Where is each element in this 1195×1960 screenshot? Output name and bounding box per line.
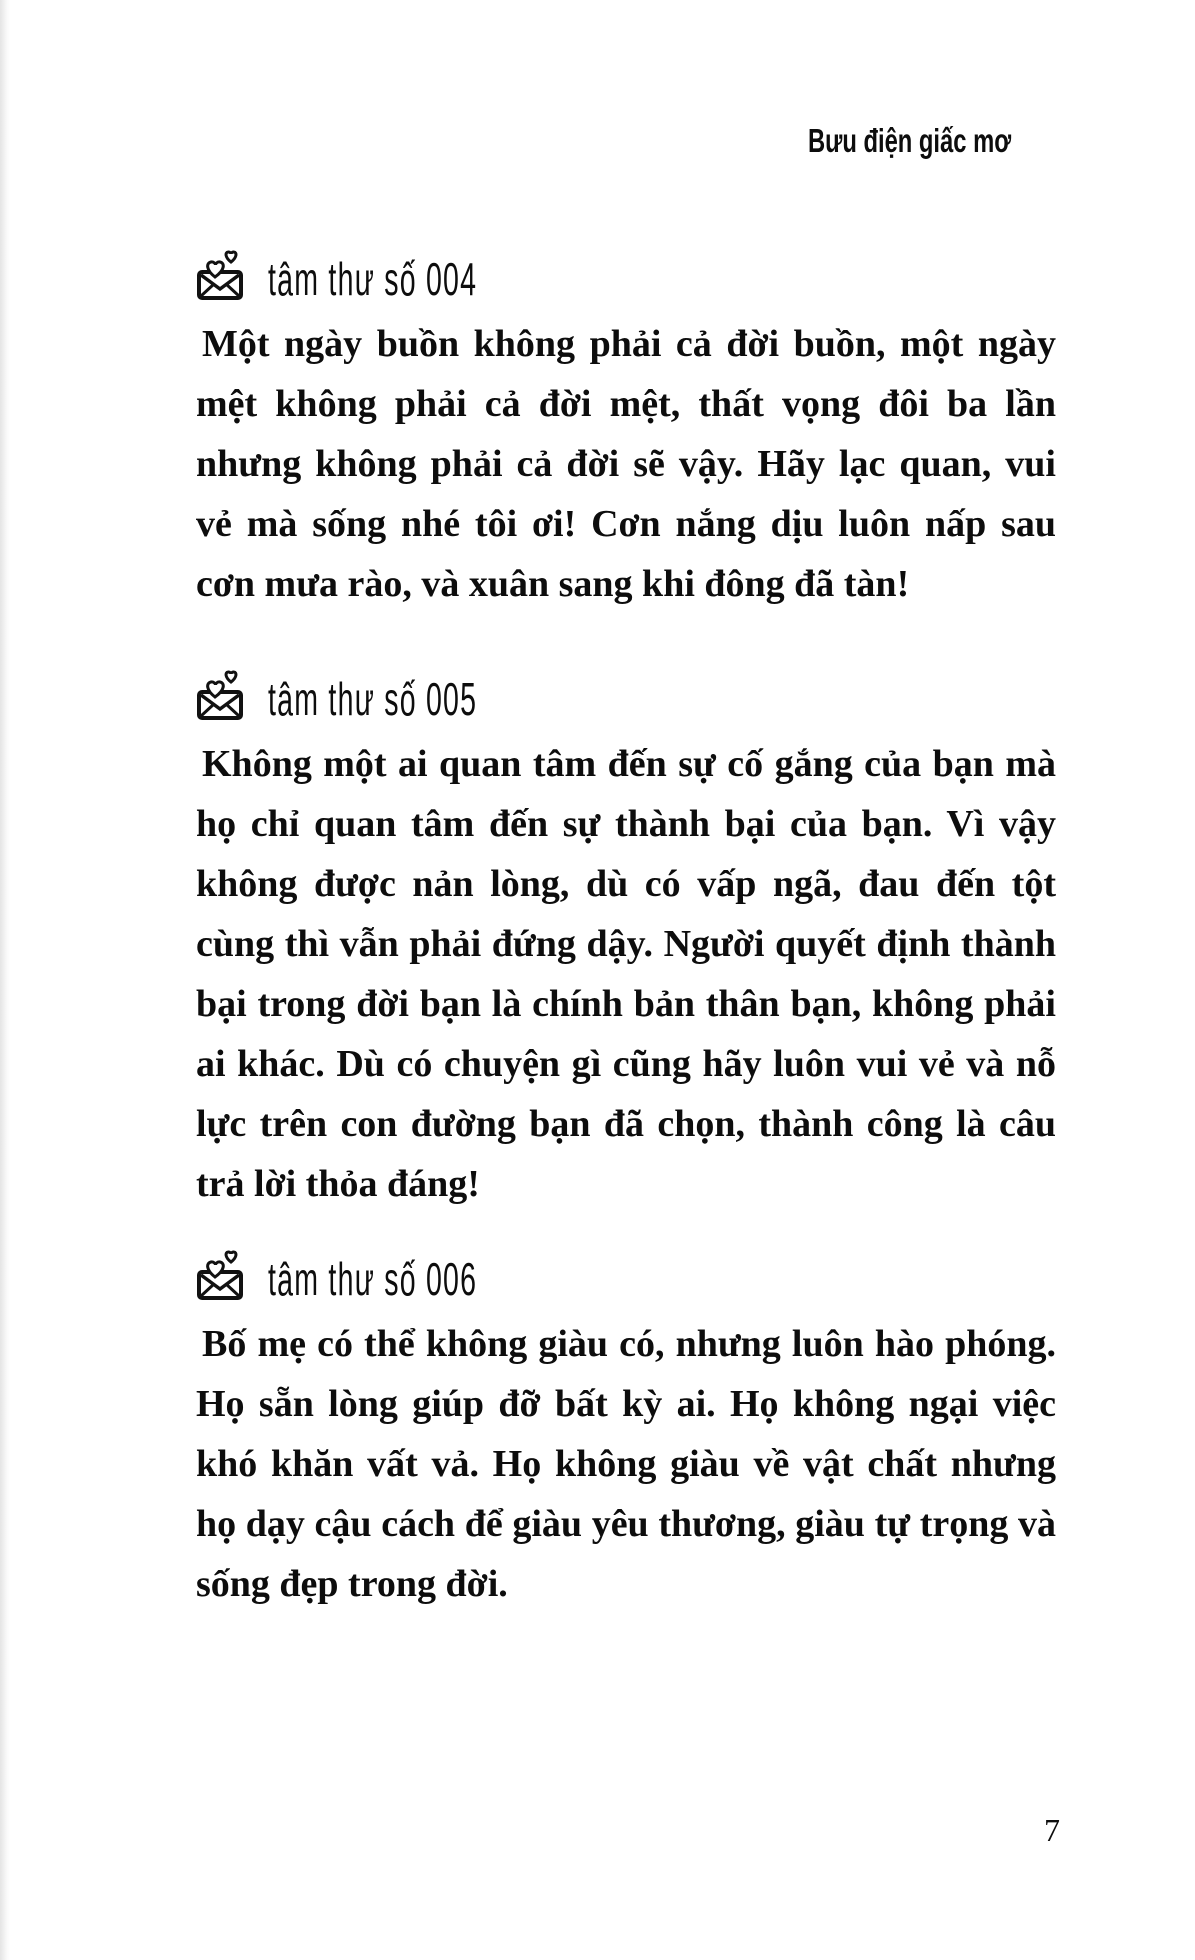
running-header: Bưu điện giấc mơ xyxy=(808,122,1012,159)
section-body: Bố mẹ có thể không giàu có, nhưng luôn hào phóng. Họ sẵn lòng giúp đỡ bất kỳ ai. Họ không ngại việc khó khăn vất vả. Họ không giàu về vật chất nhưng họ dạy cậu cách để giàu yêu thương, giàu tự trọng và sống đẹp trong đời. xyxy=(196,1323,1056,1605)
letter-section xyxy=(196,1240,1056,1614)
letter-section xyxy=(196,240,1056,614)
page-number: 7 xyxy=(1044,1812,1060,1848)
envelope-hearts-icon xyxy=(196,244,254,302)
envelope-hearts-icon xyxy=(196,664,254,722)
section-body: Một ngày buồn không phải cả đời buồn, một ngày mệt không phải cả đời mệt, thất vọng đôi ba lần nhưng không phải cả đời sẽ vậy. Hãy lạc quan, vui vẻ mà sống nhé tôi ơi! Cơn nắng dịu luôn nấp sau cơn mưa rào, và xuân sang khi đông đã tàn! xyxy=(196,323,1056,605)
section-heading-text: tâm thư số 005 xyxy=(268,673,478,725)
envelope-hearts-icon xyxy=(196,1244,254,1302)
page-gutter-edge xyxy=(0,0,10,1960)
section-heading xyxy=(196,240,1056,305)
section-heading xyxy=(196,1240,1056,1305)
section-heading-text: tâm thư số 004 xyxy=(268,253,478,305)
section-body: Không một ai quan tâm đến sự cố gắng của bạn mà họ chỉ quan tâm đến sự thành bại của bạn. Vì vậy không được nản lòng, dù có vấp ngã, đau đến tột cùng thì vẫn phải đứng dậy. Người quyết định thành bại trong đời bạn là chính bản thân bạn, không phải ai khác. Dù có chuyện gì cũng hãy luôn vui vẻ và nỗ lực trên con đường bạn đã chọn, thành công là câu trả lời thỏa đáng! xyxy=(196,743,1056,1205)
section-heading xyxy=(196,660,1056,725)
letter-section xyxy=(196,660,1056,1214)
section-heading-text: tâm thư số 006 xyxy=(268,1253,478,1305)
